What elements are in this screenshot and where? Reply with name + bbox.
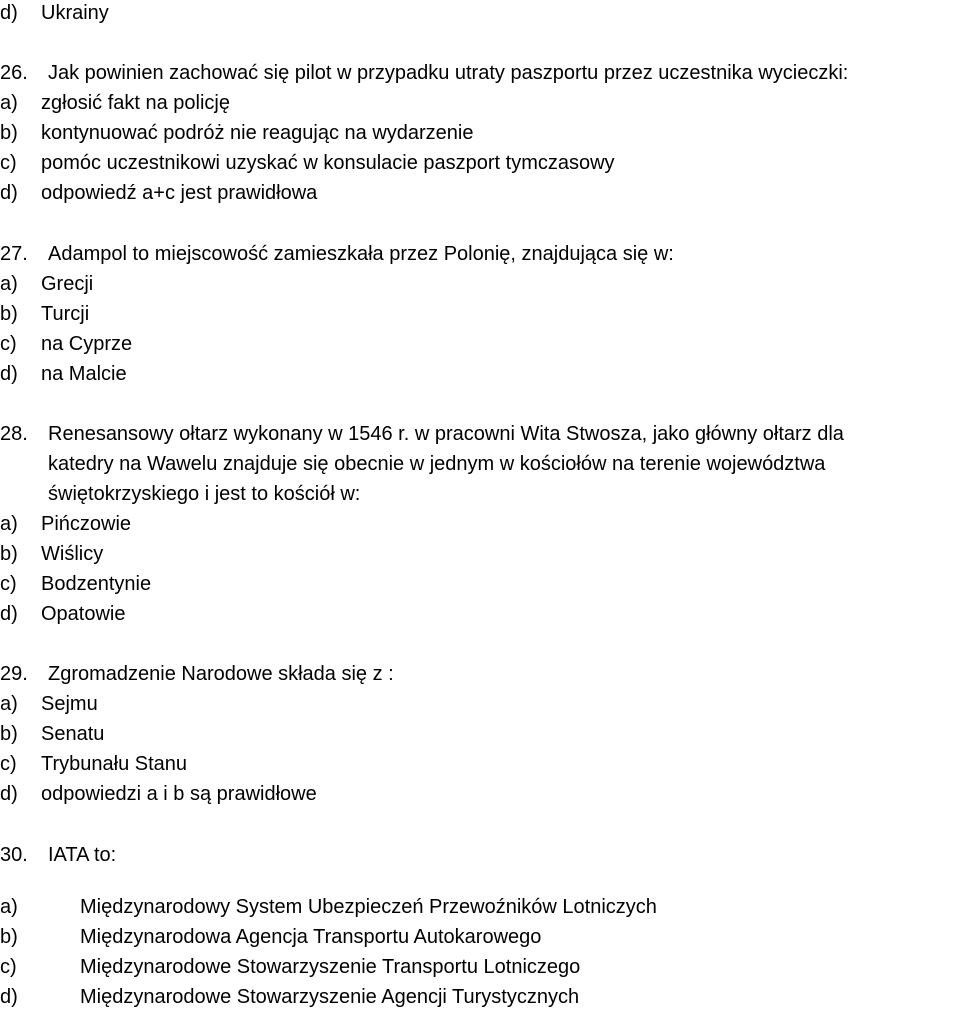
question-number: 29. bbox=[0, 663, 28, 685]
answer-label: d) bbox=[0, 986, 18, 1008]
question-text: Jak powinien zachować się pilot w przypadku utraty paszportu przez uczestnika wycieczki: bbox=[48, 62, 849, 84]
answer-text: Międzynarodowa Agencja Transportu Autokarowego bbox=[80, 926, 542, 948]
answer-text: odpowiedź a+c jest prawidłowa bbox=[41, 182, 318, 204]
question-number: 28. bbox=[0, 423, 28, 445]
answer-text: na Malcie bbox=[41, 363, 127, 385]
answer-label: c) bbox=[0, 333, 17, 355]
answer-text: kontynuować podróż nie reagując na wydarzenie bbox=[41, 122, 474, 144]
answer-label: d) bbox=[0, 182, 18, 204]
answer-text: Senatu bbox=[41, 723, 105, 745]
answer-label: c) bbox=[0, 956, 17, 978]
answer-text: Ukrainy bbox=[41, 2, 109, 24]
answer-text: Trybunału Stanu bbox=[41, 753, 188, 775]
question-text: Renesansowy ołtarz wykonany w 1546 r. w pracowni Wita Stwosza, jako główny ołtarz dla bbox=[48, 423, 844, 445]
answer-text: Sejmu bbox=[41, 693, 98, 715]
answer-label: c) bbox=[0, 573, 17, 595]
answer-label: a) bbox=[0, 693, 18, 715]
answer-label: b) bbox=[0, 723, 18, 745]
answer-label: c) bbox=[0, 152, 17, 174]
answer-text: na Cyprze bbox=[41, 333, 133, 355]
answer-text: odpowiedzi a i b są prawidłowe bbox=[41, 783, 317, 805]
answer-label: c) bbox=[0, 753, 17, 775]
answer-text: Grecji bbox=[41, 273, 94, 295]
answer-text: Międzynarodowe Stowarzyszenie Agencji Turystycznych bbox=[80, 986, 580, 1008]
question-text: IATA to: bbox=[48, 844, 117, 866]
answer-text: pomóc uczestnikowi uzyskać w konsulacie paszport tymczasowy bbox=[41, 152, 615, 174]
answer-text: Bodzentynie bbox=[41, 573, 152, 595]
answer-text: Wiślicy bbox=[41, 543, 104, 565]
question-number: 30. bbox=[0, 844, 28, 866]
answer-text: Turcji bbox=[41, 303, 90, 325]
answer-label: b) bbox=[0, 122, 18, 144]
question-text: Adampol to miejscowość zamieszkała przez Polonię, znajdująca się w: bbox=[48, 243, 674, 265]
answer-label: d) bbox=[0, 783, 18, 805]
answer-label: a) bbox=[0, 513, 18, 535]
answer-label: d) bbox=[0, 363, 18, 385]
question-number: 26. bbox=[0, 62, 28, 84]
answer-label: d) bbox=[0, 603, 18, 625]
answer-text: Pińczowie bbox=[41, 513, 132, 535]
question-number: 27. bbox=[0, 243, 28, 265]
question-text: świętokrzyskiego i jest to kościół w: bbox=[48, 483, 361, 505]
answer-text: zgłosić fakt na policję bbox=[41, 92, 230, 114]
answer-label: a) bbox=[0, 92, 18, 114]
answer-text: Międzynarodowe Stowarzyszenie Transportu Lotniczego bbox=[80, 956, 581, 978]
answer-text: Międzynarodowy System Ubezpieczeń Przewoźników Lotniczych bbox=[80, 896, 657, 918]
answer-label: d) bbox=[0, 2, 18, 24]
question-text: katedry na Wawelu znajduje się obecnie w jednym w kościołów na terenie województwa bbox=[48, 453, 826, 475]
question-text: Zgromadzenie Narodowe składa się z : bbox=[48, 663, 394, 685]
answer-label: a) bbox=[0, 896, 18, 918]
answer-label: a) bbox=[0, 273, 18, 295]
answer-label: b) bbox=[0, 926, 18, 948]
answer-label: b) bbox=[0, 303, 18, 325]
answer-text: Opatowie bbox=[41, 603, 126, 625]
answer-label: b) bbox=[0, 543, 18, 565]
